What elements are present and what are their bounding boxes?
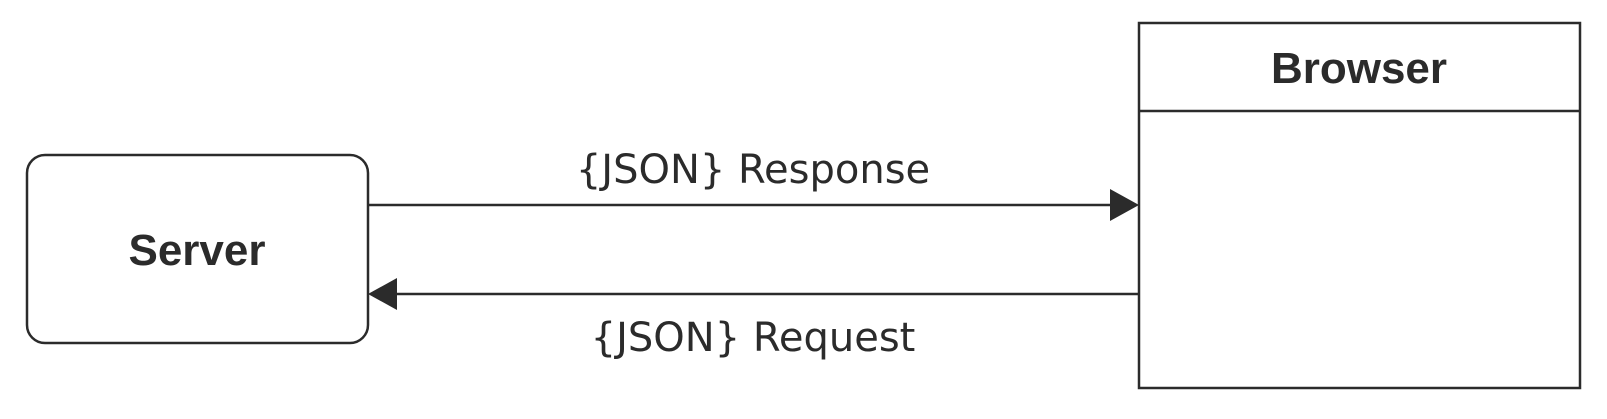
server-label: Server [128, 226, 266, 275]
request-edge [368, 278, 1139, 361]
response-arrowhead [1110, 189, 1139, 221]
response-label: {JSON} Response [575, 147, 931, 193]
response-edge [368, 147, 1139, 221]
browser-node [1139, 23, 1580, 388]
request-arrowhead [368, 278, 397, 310]
server-node [27, 155, 368, 343]
browser-label: Browser [1270, 44, 1448, 93]
request-label: {JSON} Request [590, 315, 916, 361]
